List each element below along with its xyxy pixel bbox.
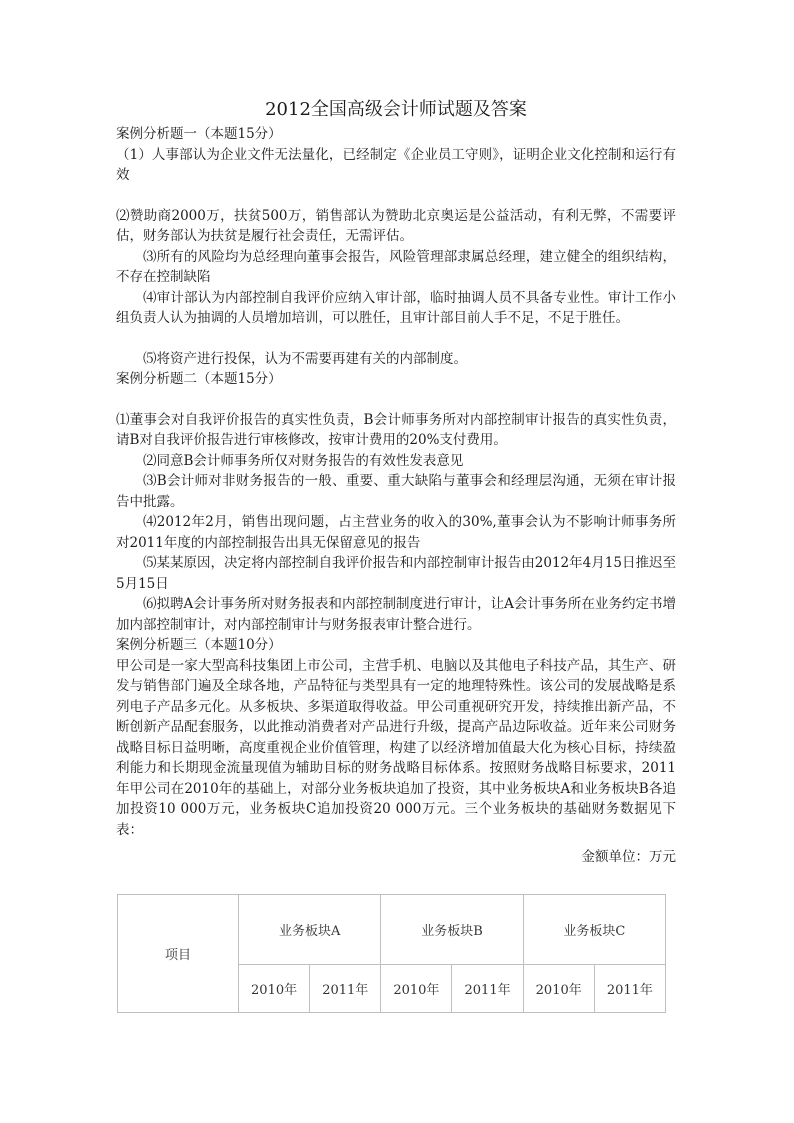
document-title: 2012全国高级会计师试题及答案: [265, 99, 527, 120]
table-year-cell: 2011年: [594, 965, 665, 1013]
case1-para-3: ⑶所有的风险均为总经理向董事会报告，风险管理部隶属总经理，建立健全的组织结构，不存在控制缺陷: [116, 248, 676, 285]
case3-heading: 案例分析题三（本题10分）: [116, 637, 282, 653]
case2-para-4: ⑷2012年2月，销售出现问题，占主营业务的收入的30%,董事会认为不影响计师事务所对2011年度的内部控制报告出具无保留意见的报告: [116, 514, 676, 551]
case2-para-3: ⑶B会计师对非财务报告的一般、重要、重大缺陷与董事会和经理层沟通，无须在审计报告中批露。: [116, 473, 676, 510]
table-group-b: 业务板块B: [381, 895, 523, 965]
case2-para-6: ⑹拟聘A会计事务所对财务报表和内部控制制度进行审计，让A会计事务所在业务约定书增加内部控制审计，对内部控制审计与财务报表审计整合进行。: [116, 596, 676, 633]
table-year-cell: 2011年: [452, 965, 523, 1013]
table-year-cell: 2010年: [523, 965, 594, 1013]
table-year-cell: 2010年: [381, 965, 452, 1013]
amount-unit: 金额单位：万元: [581, 849, 676, 865]
table-group-c: 业务板块C: [523, 895, 665, 965]
case1-heading: 案例分析题一（本题15分）: [116, 126, 282, 142]
case2-heading: 案例分析题二（本题15分）: [116, 371, 282, 387]
financial-data-table: [117, 894, 666, 1013]
table-group-a: 业务板块A: [239, 895, 381, 965]
case2-para-2: ⑵同意B会计师事务所仅对财务报告的有效性发表意见: [143, 452, 464, 469]
case2-para-5: ⑸某某原因，决定将内部控制自我评价报告和内部控制审计报告由2012年4月15日推迟至5月15日: [116, 555, 676, 592]
table-year-cell: 2011年: [310, 965, 381, 1013]
document-page: [116, 98, 676, 868]
case1-para-2: ⑵赞助商2000万，扶贫500万，销售部认为赞助北京奥运是公益活动，有利无弊，不需要评估，财务部认为扶贫是履行社会责任，无需评估。: [116, 207, 676, 244]
case1-para-5: ⑸将资产进行投保，认为不需要再建有关的内部制度。: [143, 350, 467, 367]
table-year-cell: 2010年: [239, 965, 310, 1013]
case1-para-4: ⑷审计部认为内部控制自我评价应纳入审计部，临时抽调人员不具备专业性。审计工作小组负责人认为抽调的人员增加培训，可以胜任，且审计部目前人手不足，不足于胜任。: [116, 289, 676, 326]
case1-para-1: （1）人事部认为企业文件无法量化，已经制定《企业员工守则》，证明企业文化控制和运行有效: [116, 146, 676, 183]
case2-para-1: ⑴董事会对自我评价报告的真实性负责，B会计师事务所对内部控制审计报告的真实性负责，请B对自我评价报告进行审核修改，按审计费用的20%支付费用。: [116, 411, 676, 448]
table-item-header: 项目: [118, 895, 239, 1013]
case3-para-1: 甲公司是一家大型高科技集团上市公司，主营手机、电脑以及其他电子科技产品，其生产、研发与销售部门遍及全球各地，产品特征与类型具有一定的地理特殊性。该公司的发展战略是系列电子产品多元化。从多板块、多渠道取得收益。甲公司重视研究开发，持续推出新产品，不断创新产品配套服务，以此推动消费者对产品进行升级，提高产品边际收益。近年来公司财务战略目标日益明晰，高度重视企业价值管理，构建了以经济增加值最大化为核心目标，持续盈利能力和长期现金流量现值为辅助目标的财务战略目标体系。按照财务战略目标要求，2011年甲公司在2010年的基础上，对部分业务板块追加了投资，其中业务板块A和业务板块B各追加投资10 000万元，业务板块C追加投资20 000万元。三个业务板块的基础财务数据见下表：: [116, 657, 676, 838]
